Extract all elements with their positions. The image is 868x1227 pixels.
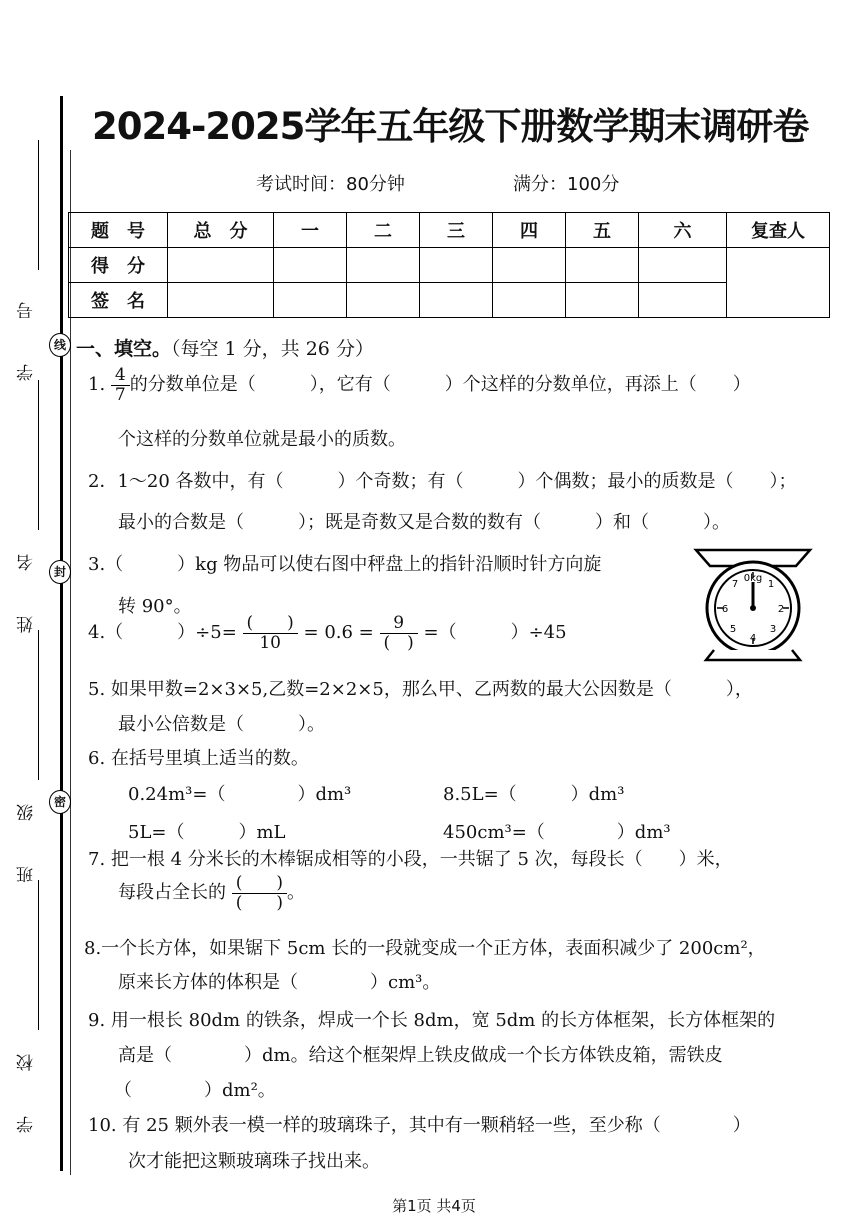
scale-number-2: 2	[777, 604, 785, 615]
q4-fraction-1: $\frac{( )}{10}$	[243, 614, 298, 652]
q1-text: 的分数单位是（ ），它有（ ）个这样的分数单位，再添上（ ）	[129, 374, 751, 396]
question-7-line-a: 7. 把一根 4 分米长的木棒锯成相等的小段，一共锯了 5 次，每段长（ ）米，	[88, 849, 733, 870]
header-cell: 五	[566, 213, 639, 248]
seal-secret-mark: 密	[49, 790, 71, 814]
scale-number-3: 3	[769, 624, 777, 635]
header-cell: 四	[493, 213, 566, 248]
question-1-line-a	[88, 366, 751, 404]
score-cell[interactable]	[566, 248, 639, 283]
score-cell[interactable]	[168, 248, 274, 283]
binding-line-thick	[60, 96, 63, 1171]
seal-line-mark: 线	[49, 333, 71, 357]
question-8-line-b: 原来长方体的体积是（ ）cm³。	[118, 972, 441, 993]
question-4-line	[88, 614, 567, 652]
score-cell[interactable]	[274, 248, 347, 283]
score-cell[interactable]	[639, 248, 727, 283]
scale-number-5: 5	[729, 624, 737, 635]
question-5-line-a: 5. 如果甲数=2×3×5,乙数=2×2×5，那么甲、乙两数的最大公因数是（ ），	[88, 679, 753, 700]
q4-text-b: = 0.6 =	[303, 622, 374, 644]
question-3-line-a: 3.（ ）kg 物品可以使右图中秤盘上的指针沿顺时针方向旋	[88, 554, 602, 575]
score-cell[interactable]	[347, 248, 420, 283]
name-blank	[38, 380, 39, 530]
sign-cell[interactable]	[168, 283, 274, 318]
exam-time: 考试时间：80分钟	[256, 174, 405, 195]
class-blank	[38, 630, 39, 780]
full-score: 满分：100分	[513, 174, 620, 195]
scale-number-6: 6	[721, 604, 729, 615]
question-8-line-a: 8.一个长方体，如果锯下 5cm 长的一段就变成一个正方体，表面积减少了 200cm²，	[84, 938, 766, 959]
header-cell: 题 号	[69, 213, 168, 248]
scale-number-4: 4	[749, 633, 757, 644]
class-label: 班 级	[17, 790, 37, 883]
scale-top-label: 0kg	[743, 573, 763, 584]
exam-title: 2024-2025学年五年级下册数学期末调研卷	[92, 105, 809, 148]
question-10-line-a: 10. 有 25 颗外表一模一样的玻璃珠子，其中有一颗稍轻一些，至少称（ ）	[88, 1115, 751, 1136]
school-blank	[38, 880, 39, 1030]
section-1-note: （每空 1 分，共 26 分）	[171, 338, 374, 360]
row-label-sign: 签 名	[69, 283, 168, 318]
score-cell[interactable]	[493, 248, 566, 283]
name-label: 姓 名	[17, 540, 37, 633]
q6-item-a: 0.24m³=（ ）dm³	[128, 784, 352, 805]
sign-cell[interactable]	[639, 283, 727, 318]
q6-item-b: 8.5L=（ ）dm³	[443, 784, 625, 805]
q1-fraction: $\frac{4}{7}$	[111, 366, 130, 404]
q4-text-a: 4.（ ）÷5=	[88, 622, 237, 644]
sign-cell[interactable]	[420, 283, 493, 318]
question-3-line-b: 转 90°。	[118, 596, 192, 617]
reviewer-cell[interactable]	[727, 248, 830, 318]
question-9-line-c: （ ）dm²。	[114, 1080, 276, 1101]
scale-number-7: 7	[731, 579, 739, 590]
student-number-label: 学 号	[17, 288, 37, 381]
score-table	[68, 212, 830, 318]
section-1-title: 一、填空。	[76, 338, 172, 360]
q6-item-d: 450cm³=（ ）dm³	[443, 822, 671, 843]
question-1-line-b: 个这样的分数单位就是最小的质数。	[118, 429, 406, 450]
q7-fraction: $\frac{( )}{( )}$	[232, 874, 287, 912]
sign-cell[interactable]	[347, 283, 420, 318]
row-label-score: 得 分	[69, 248, 168, 283]
scale-image	[692, 546, 814, 664]
page-footer: 第1页 共4页	[392, 1197, 476, 1215]
sign-cell[interactable]	[274, 283, 347, 318]
header-cell: 总 分	[168, 213, 274, 248]
score-cell[interactable]	[420, 248, 493, 283]
question-2-line-a: 2．1～20 各数中，有（ ）个奇数；有（ ）个偶数；最小的质数是（ ）；	[88, 471, 797, 492]
header-cell: 复查人	[727, 213, 830, 248]
sign-cell[interactable]	[493, 283, 566, 318]
sign-cell[interactable]	[566, 283, 639, 318]
question-6-line: 6. 在括号里填上适当的数。	[88, 748, 309, 769]
student-number-blank	[38, 140, 39, 270]
question-10-line-b: 次才能把这颗玻璃珠子找出来。	[128, 1151, 380, 1172]
q7-text: 每段占全长的	[118, 882, 226, 904]
seal-seal-mark: 封	[49, 560, 71, 584]
scale-number-1: 1	[767, 579, 775, 590]
question-7-line-b: 每段占全长的 $\frac{( )}{( )}$ 。	[118, 873, 305, 913]
question-5-line-b: 最小公倍数是（ ）。	[118, 714, 325, 735]
header-cell: 二	[347, 213, 420, 248]
q4-fraction-2: $\frac{9}{( )}$	[380, 614, 418, 652]
section-1-heading	[76, 334, 374, 361]
header-cell: 六	[639, 213, 727, 248]
q4-text-c: =（ ）÷45	[423, 622, 567, 644]
question-9-line-a: 9. 用一根长 80dm 的铁条，焊成一个长 8dm，宽 5dm 的长方体框架，长方体框架的	[88, 1010, 776, 1031]
question-9-line-b: 高是（ ）dm。给这个框架焊上铁皮做成一个长方体铁皮箱，需铁皮	[118, 1045, 723, 1066]
q1-number: 1.	[88, 374, 106, 396]
school-label: 学 校	[17, 1040, 37, 1133]
q6-item-c: 5L=（ ）mL	[128, 822, 286, 843]
header-cell: 一	[274, 213, 347, 248]
question-2-line-b: 最小的合数是（ ）；既是奇数又是合数的数有（ ）和（ ）。	[118, 512, 730, 533]
header-cell: 三	[420, 213, 493, 248]
